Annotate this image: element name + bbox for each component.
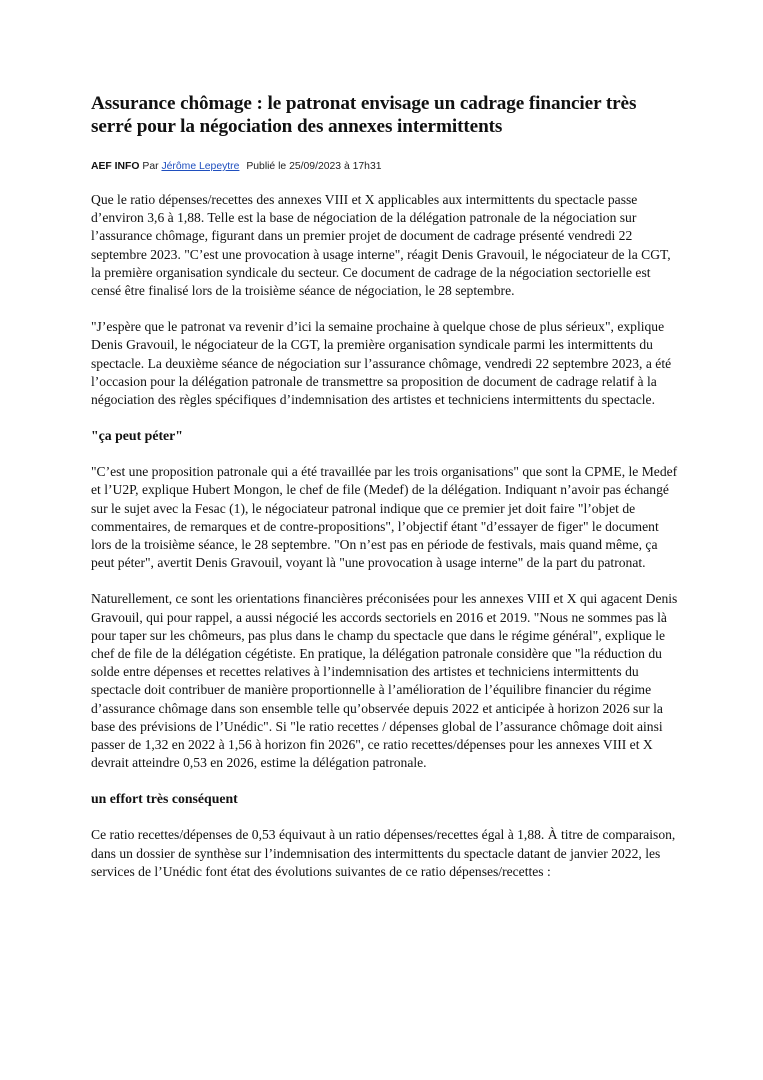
article-title: Assurance chômage : le patronat envisage un cadrage financier très serré pour la négociation des annexes intermittents (91, 93, 637, 137)
paragraph-intro: Que le ratio dépenses/recettes des annexes VIII et X applicables aux intermittents du spectacle passe d’environ 3,6 à 1,88. Telle est la base de négociation de la délégation patronale de la négociation sur l’assurance chômage, figurant dans un premier projet de document de cadrage présenté vendredi 22 septembre 2023. "C’est une provocation à usage interne", réagit Denis Gravouil, le négociateur de la CGT, la première organisation syndicale du secteur. Ce document de cadrage de la négociation sectorielle est censé être finalisé lors de la troisième séance de négociation, le 28 septembre. (91, 192, 671, 299)
paragraph-2: "J’espère que le patronat va revenir d’ici la semaine prochaine à quelque chose de plus sérieux", explique Denis Gravouil, le négociateur de la CGT, la première organisation syndicale parmi les intermittents du spectacle. La deuxième séance de négociation sur l’assurance chômage, vendredi 22 septembre 2023, a été l’occasion pour la délégation patronale de transmettre sa proposition de document de cadrage relatif à la négociation des règles spécifiques d’indemnisation des artistes et techniciens intermittents du spectacle. (91, 319, 672, 408)
publish-date: Publié le 25/09/2023 à 17h31 (246, 161, 382, 172)
article (91, 92, 681, 899)
author-link[interactable]: Jérôme Lepeytre (161, 161, 240, 172)
section-heading-ca-peut-peter: "ça peut péter" (91, 428, 183, 444)
paragraph-5: Ce ratio recettes/dépenses de 0,53 équivaut à un ratio dépenses/recettes égal à 1,88. À titre de comparaison, dans un dossier de synthèse sur l’indemnisation des intermittents du spectacle datant de janvier 2022, les services de l’Unédic font état des évolutions suivantes de ce ratio dépenses/recettes : (91, 827, 676, 879)
source-name: AEF INFO (91, 161, 140, 172)
byline (91, 160, 681, 174)
paragraph-4: Naturellement, ce sont les orientations financières préconisées pour les annexes VIII et X qui agacent Denis Gravouil, qui pour rappel, a aussi négocié les accords sectoriels en 2016 et 2019. "Nous ne sommes pas là pour taper sur les chômeurs, pas plus dans le champ du spectacle que dans le régime général", explique le chef de file de la délégation cégétiste. En pratique, la délégation patronale considère que "la réduction du solde entre dépenses et recettes relatives à l’indemnisation des artistes et techniciens intermittents du spectacle doit contribuer de manière proportionnelle à l’amélioration de l’équilibre financier du régime d’assurance chômage dans son ensemble telle qu’observée depuis 2022 et anticipée à horizon 2026 sur la base des prévisions de l’Unédic". Si "le ratio recettes / dépenses global de l’assurance chômage doit ainsi passer de 1,32 en 2022 à 1,56 à horizon fin 2026", ce ratio recettes/dépenses pour les annexes VIII et X devrait atteindre 0,53 en 2026, estime la délégation patronale. (91, 591, 678, 771)
byline-by: Par (142, 161, 159, 172)
section-heading-effort: un effort très conséquent (91, 791, 238, 807)
paragraph-3: "C’est une proposition patronale qui a été travaillée par les trois organisations" que sont la CPME, le Medef et l’U2P, explique Hubert Mongon, le chef de file (Medef) de la délégation. Indiquant n’avoir pas échangé sur le sujet avec la Fesac (1), le négociateur patronal indique que ce premier jet doit faire "l’objet de commentaires, de remarques et de contre-propositions", l’objectif étant "d’essayer de figer" le document lors de la troisième séance, le 28 septembre. "On n’est pas en période de festivals, mais quand même, ça peut péter", avertit Denis Gravouil, voyant là "une provocation à usage interne" de la part du patronat. (91, 464, 678, 571)
